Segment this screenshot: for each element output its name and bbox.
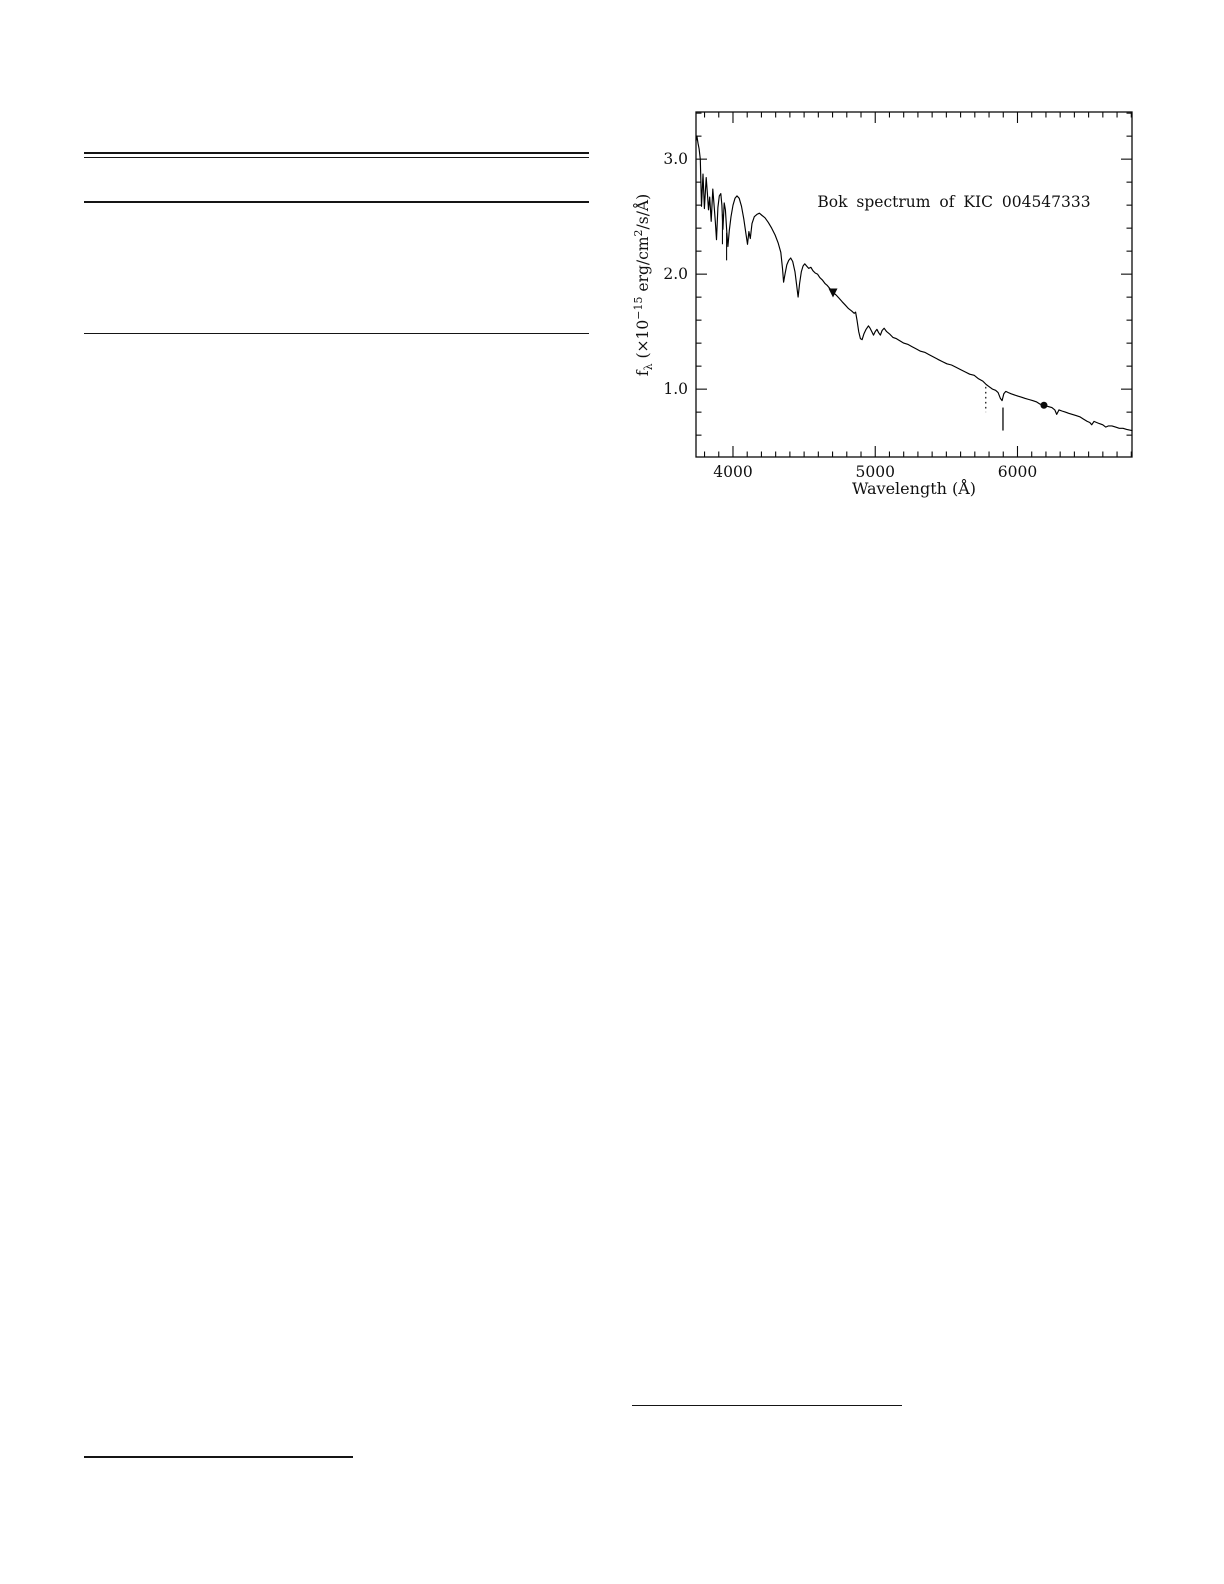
table-bottom-rule xyxy=(84,333,589,335)
table-double-rule-bottom xyxy=(84,157,589,159)
table-header-rule xyxy=(84,201,589,203)
x-axis-label: Wavelength (Å) xyxy=(851,479,977,498)
triangle-marker xyxy=(828,289,837,298)
table-double-rule-top xyxy=(84,152,589,154)
x-tick-label: 4000 xyxy=(713,463,753,481)
spectrum-figure xyxy=(600,95,1160,515)
spectrum-line xyxy=(696,136,1132,431)
x-tick-label: 6000 xyxy=(997,463,1038,481)
y-tick-label: 1.0 xyxy=(663,380,688,399)
y-tick-label: 2.0 xyxy=(663,265,688,284)
footnote-rule-right-column xyxy=(632,1405,902,1407)
footnote-rule-left-column xyxy=(84,1456,353,1458)
x-tick-label: 5000 xyxy=(855,463,895,481)
y-axis-label: $f_\lambda$ ($\times 10^{-15}$ erg/$cm^2/s/Å$) xyxy=(632,193,655,377)
chart-title: Bok spectrum of KIC 004547333 xyxy=(817,193,1091,211)
y-tick-label: 3.0 xyxy=(663,150,688,169)
dot-marker xyxy=(1040,402,1047,409)
plot-frame xyxy=(696,112,1132,457)
spectrum-chart xyxy=(600,95,1160,515)
